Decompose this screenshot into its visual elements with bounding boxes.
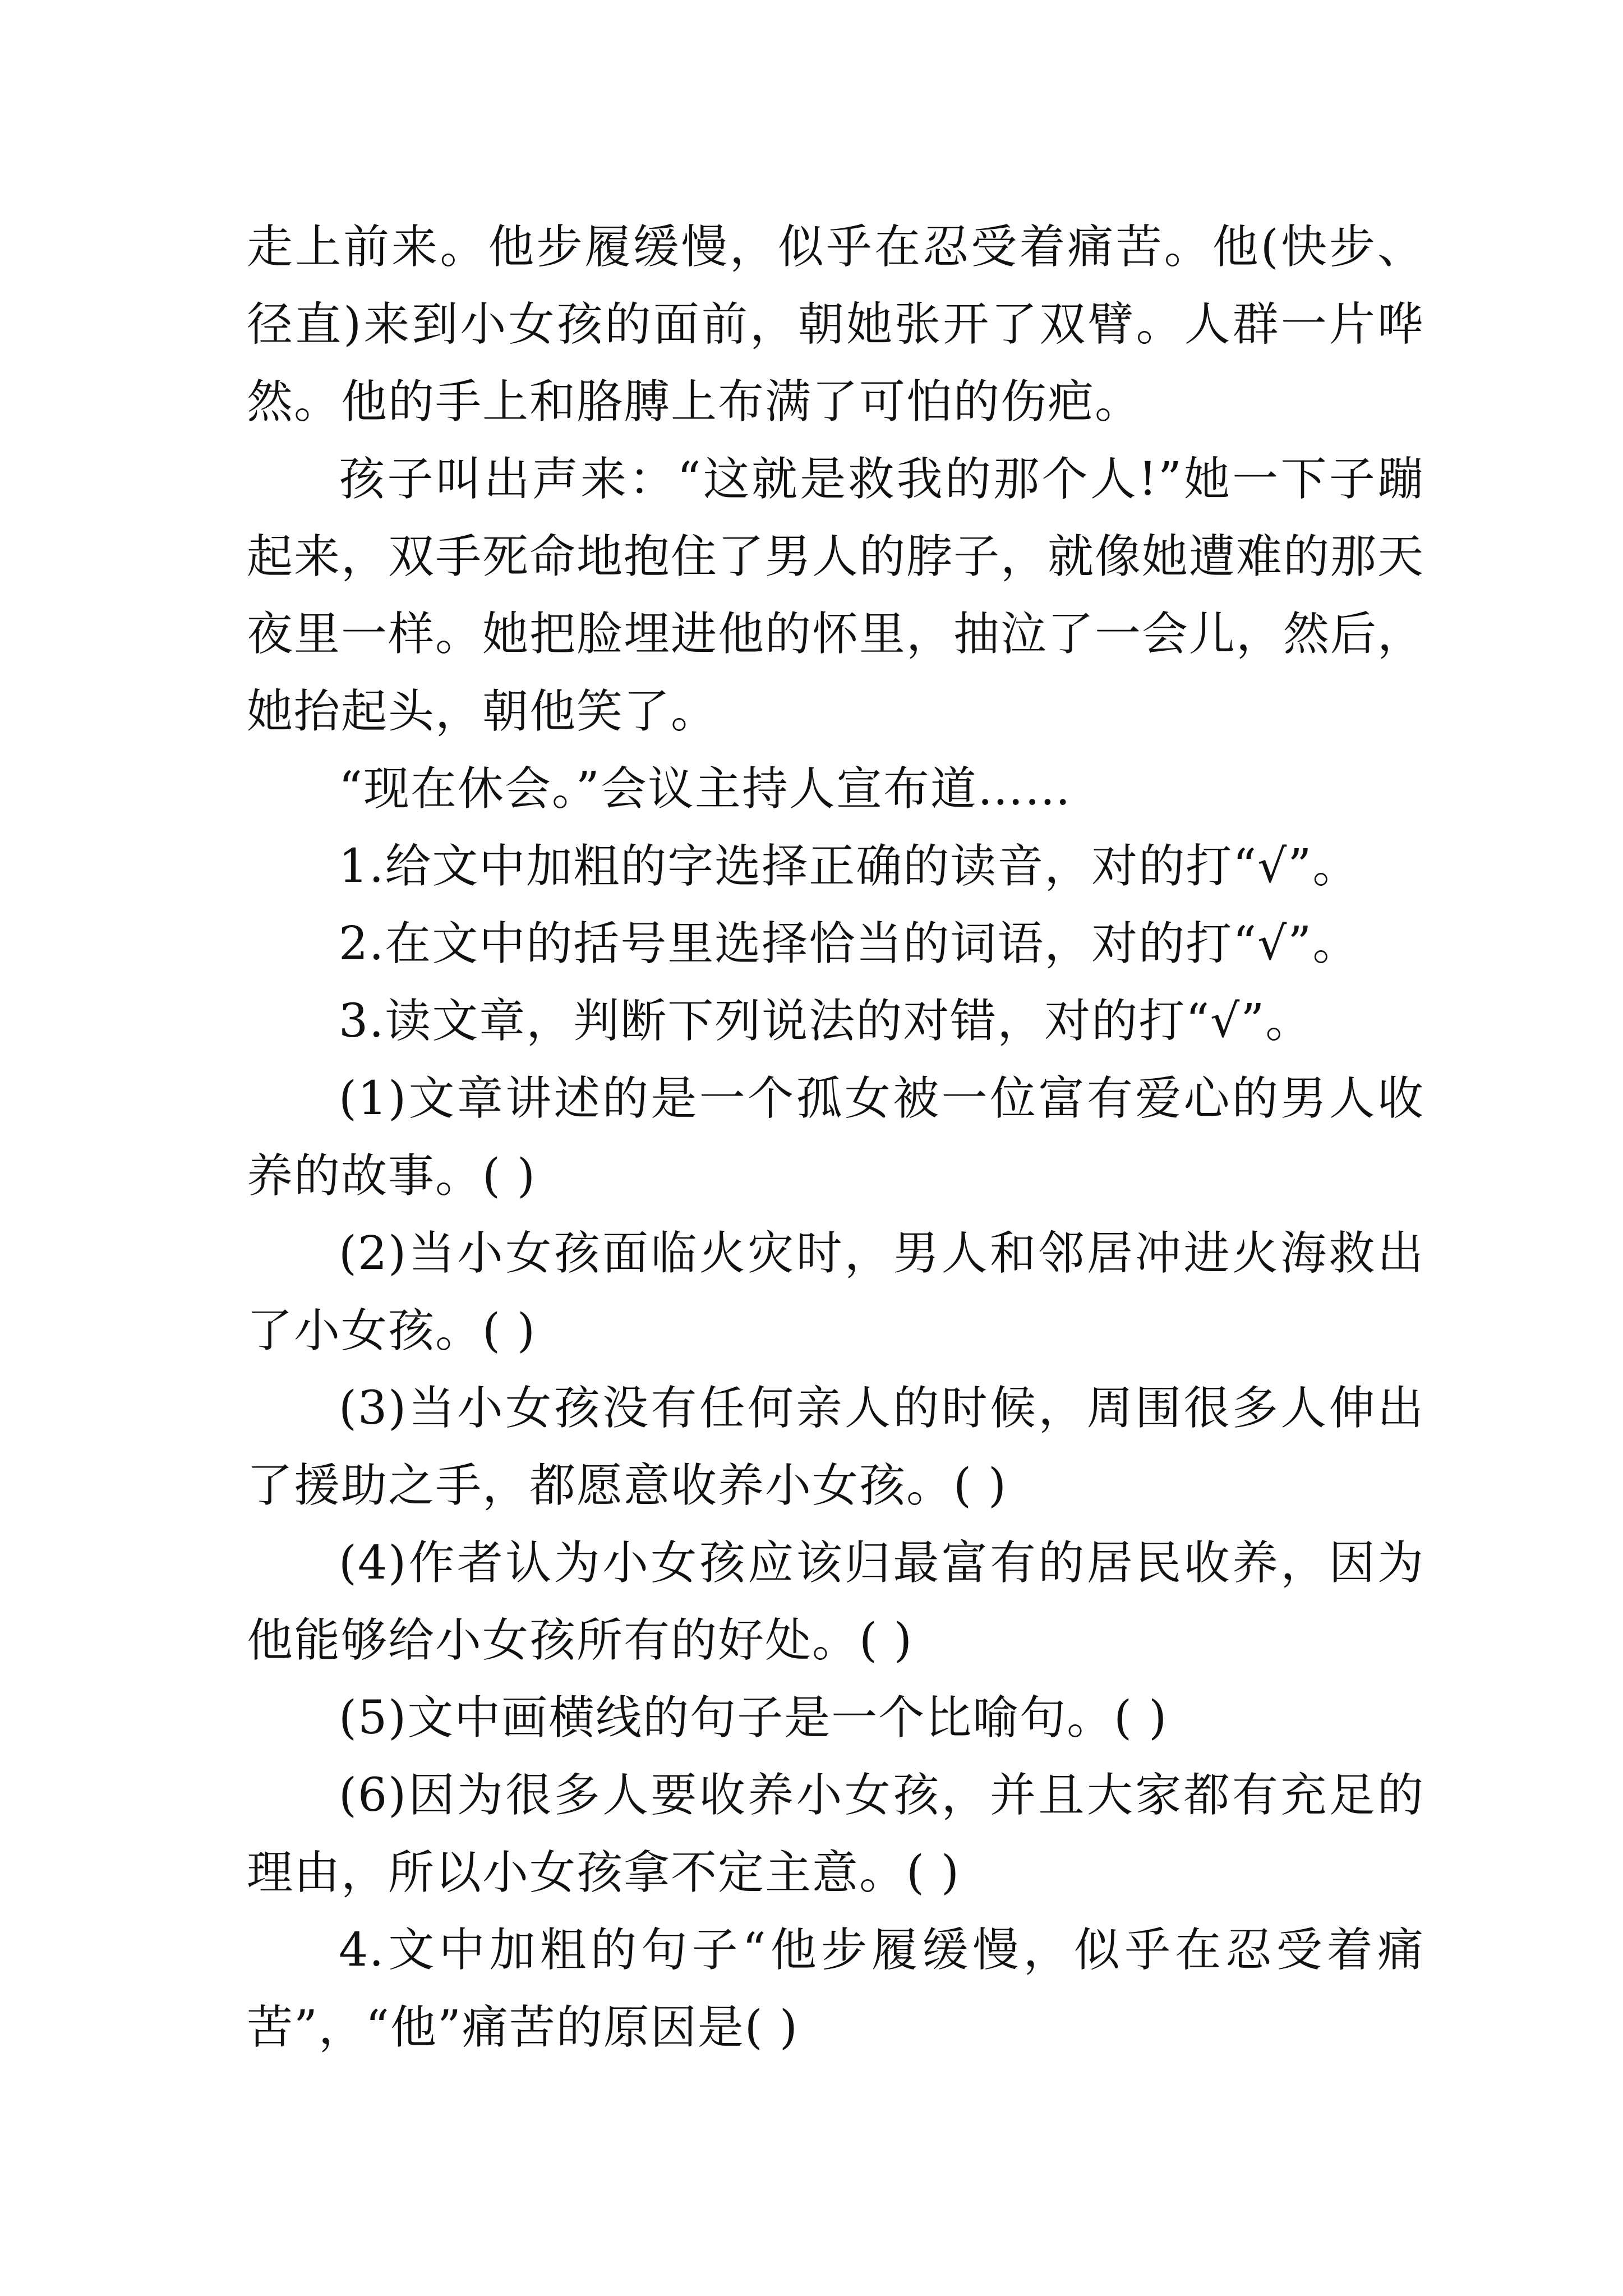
question-3-item-5: (5)文中画横线的句子是一个比喻句。( ) [339, 1691, 1168, 1745]
question-3-item-3: (3)当小女孩没有任何亲人的时候，周围很多人伸出了援助之手，都愿意收养小女孩。( ) [247, 1382, 1424, 1512]
question-3-item-6: (6)因为很多人要收养小女孩，并且大家都有充足的理由，所以小女孩拿不定主意。( ) [247, 1769, 1424, 1899]
question-3-item-4: (4)作者认为小女孩应该归最富有的居民收养，因为他能够给小女孩所有的好处。( ) [247, 1536, 1424, 1667]
story-paragraph-continued: 走上前来。他步履缓慢，似乎在忍受着痛苦。他(快步、径直)来到小女孩的面前，朝她张开了双臂。人群一片哗然。他的手上和胳膊上布满了可怕的伤疤。 [247, 220, 1424, 429]
question-3-item-2: (2)当小女孩面临火灾时，男人和邻居冲进火海救出了小女孩。( ) [247, 1227, 1424, 1358]
question-1: 1.给文中加粗的字选择正确的读音，对的打“√”。 [339, 840, 1360, 893]
question-3: 3.读文章，判断下列说法的对错，对的打“√”。 [339, 995, 1313, 1048]
story-paragraph-adjourn: “现在休会。”会议主持人宣布道…… [339, 762, 1072, 816]
question-4: 4.文中加粗的句子“他步履缓慢，似乎在忍受着痛苦”，“他”痛苦的原因是( ) [247, 1924, 1424, 2054]
question-2: 2.在文中的括号里选择恰当的词语，对的打“√”。 [339, 917, 1360, 970]
document-body [247, 209, 1424, 2067]
story-paragraph-child-cry: 孩子叫出声来：“这就是救我的那个人!”她一下子蹦起来，双手死命地抱住了男人的脖子，就像她遭难的那天夜里一样。她把脸埋进他的怀里，抽泣了一会儿，然后，她抬起头，朝他笑了。 [247, 453, 1425, 738]
question-3-item-1: (1)文章讲述的是一个孤女被一位富有爱心的男人收养的故事。( ) [247, 1072, 1424, 1203]
